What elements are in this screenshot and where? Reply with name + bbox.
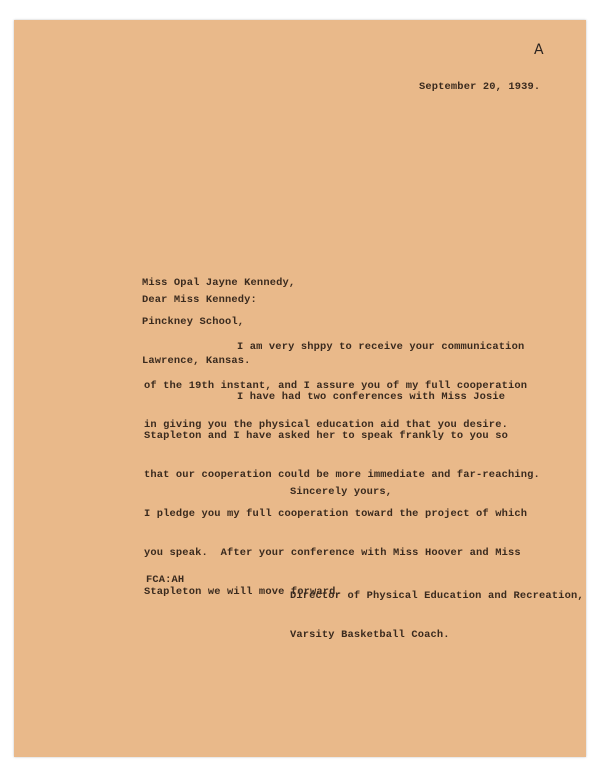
recipient-city: Lawrence, Kansas. <box>142 355 251 367</box>
letter-date: September 20, 1939. <box>419 81 541 93</box>
paragraph-1-line: of the 19th instant, and I assure you of my full cooperation <box>144 380 528 392</box>
paragraph-2-line: I have had two conferences with Miss Josie <box>237 391 506 403</box>
paragraph-2-line: you speak. After your conference with Miss Hoover and Miss <box>144 547 521 559</box>
closing: Sincerely yours, <box>290 486 393 498</box>
signature-role: Varsity Basketball Coach. <box>290 629 450 641</box>
letter-page <box>14 20 586 757</box>
paragraph-1-line: in giving you the physical education aid that you desire. <box>144 419 508 431</box>
signature-block <box>290 564 584 668</box>
handwritten-page-mark: A <box>534 42 544 58</box>
salutation: Dear Miss Kennedy: <box>142 294 257 306</box>
typist-initials: FCA:AH <box>146 574 185 586</box>
paragraph-2-line: I pledge you my full cooperation toward the project of which <box>144 508 528 520</box>
recipient-school: Pinckney School, <box>142 316 245 328</box>
paragraph-2-line: that our cooperation could be more immediate and far-reaching. <box>144 469 540 481</box>
paragraph-1-line: I am very shppy to receive your communication <box>237 341 525 353</box>
paragraph-2-line: Stapleton we will move forward. <box>144 586 342 598</box>
recipient-name: Miss Opal Jayne Kennedy, <box>142 277 296 289</box>
signature-title: Director of Physical Education and Recreation, <box>290 590 584 602</box>
paragraph-2-line: Stapleton and I have asked her to speak frankly to you so <box>144 430 508 442</box>
